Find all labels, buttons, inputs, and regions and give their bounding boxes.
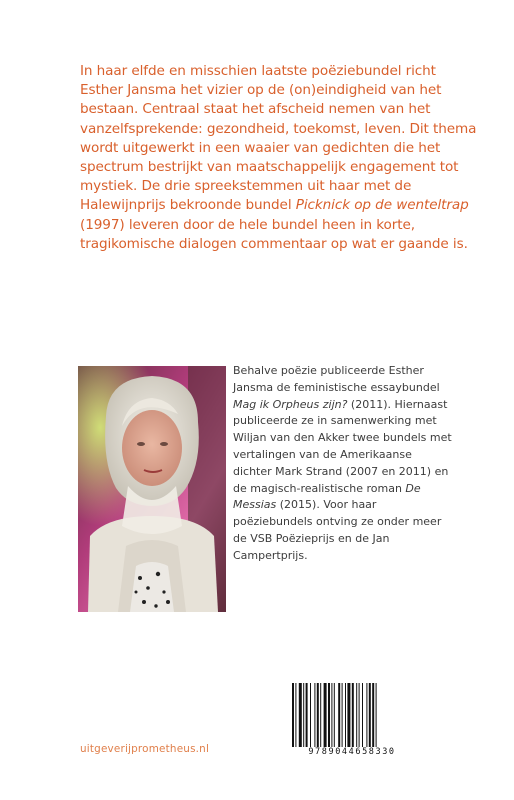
- blurb-text: [80, 62, 480, 254]
- blurb-book-title: Picknick op de wenteltrap: [295, 197, 469, 214]
- publisher-website[interactable]: uitgeverijprometheus.nl: [80, 743, 210, 755]
- blurb-paragraph: [80, 62, 480, 254]
- blurb-part1: In haar elfde en misschien laatste poëziebundel richt Esther Jansma het vizier op de (on)eindigheid van het bestaan. Centraal staat het afscheid nemen van het vanzelfsprekende: gezondheid, toekomst, leven. Dit thema wordt uitgewerkt in een waaier van gedichten die het spectrum bestrijkt van maatschappelijk engagement tot mystiek. De drie spreekstemmen uit haar met de Halewijnprijs bekroonde bundel: [80, 63, 477, 214]
- author-photo: [78, 366, 226, 612]
- bio-part1: Behalve poëzie publiceerde Esther Jansma de feministische essaybundel: [233, 364, 440, 394]
- bio-paragraph: [233, 363, 453, 565]
- isbn-number: 9789044658330: [286, 747, 418, 757]
- bio-part2: (2011). Hiernaast publiceerde ze in samenwerking met Wiljan van den Akker twee bundels met vertalingen van de Amerikaanse dichter Mark Strand (2007 en 2011) en de magisch-realistische roman: [233, 397, 452, 495]
- isbn-barcode: [288, 683, 416, 773]
- bio-part3: (2015). Voor haar poëziebundels ontving ze onder meer de VSB Poëzieprijs en de Jan Campertprijs.: [233, 498, 442, 562]
- bio-essay-title: Mag ik Orpheus zijn?: [233, 397, 348, 411]
- blurb-part2: (1997) leveren door de hele bundel heen in korte, tragikomische dialogen commentaar op wat er gaande is.: [80, 216, 468, 252]
- bio-novel-title: De Messias: [233, 481, 421, 512]
- author-bio: [233, 363, 453, 565]
